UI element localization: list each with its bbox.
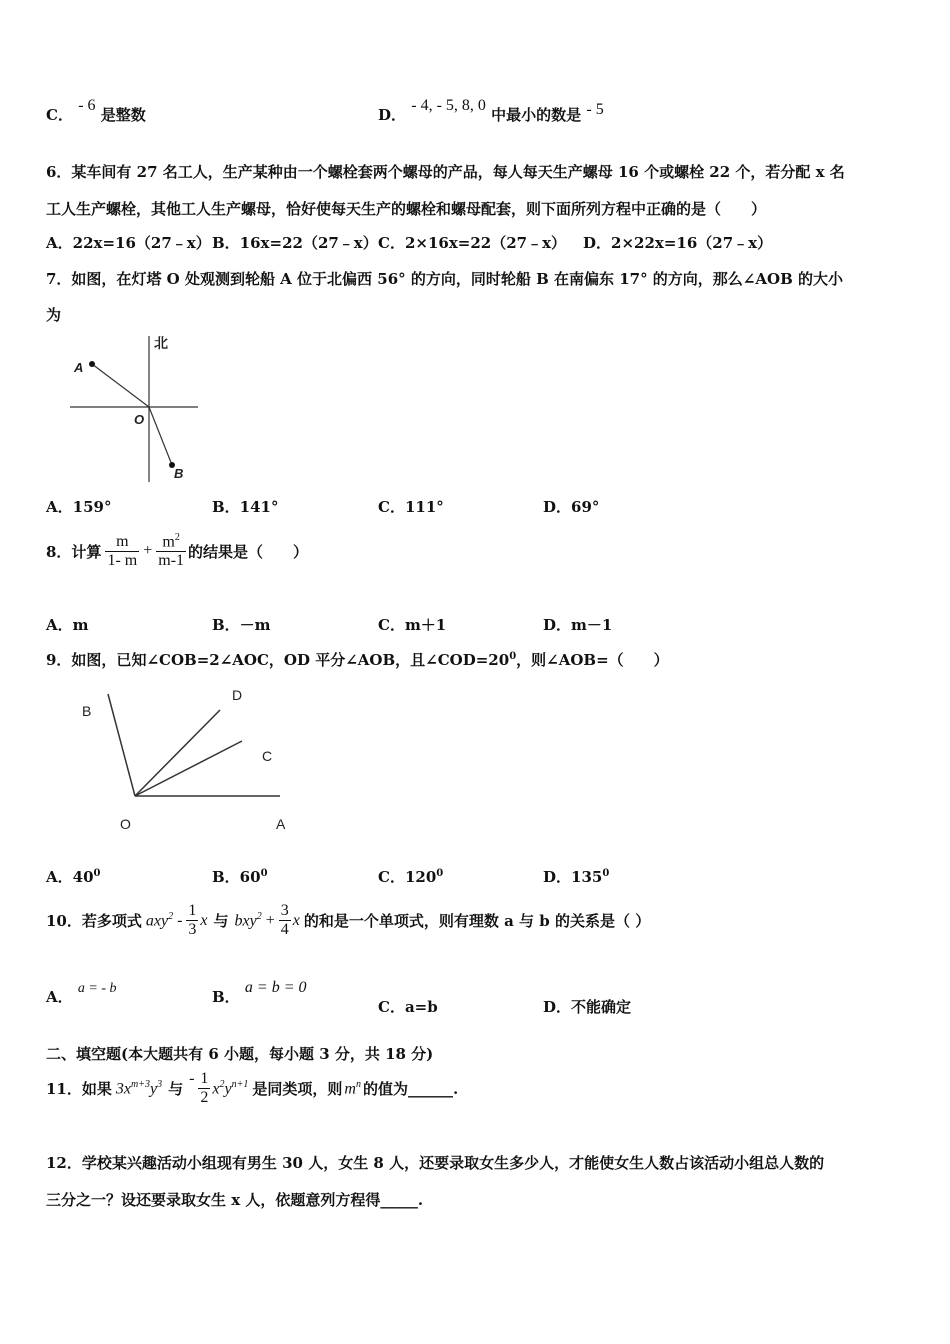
- q11-prefix: 11．如果: [46, 1080, 112, 1098]
- q11-m: m: [344, 1080, 356, 1098]
- q8-option-b: B．－m: [212, 616, 271, 634]
- q10-stem: [46, 902, 650, 939]
- q10-p2-den: 4: [280, 921, 289, 938]
- q10-p2-plus: +: [261, 911, 279, 929]
- q12-line2: 三分之一？设还要录取女生 x 人，依题意列方程得_____.: [46, 1191, 424, 1209]
- q5-c-math: - 6: [78, 97, 96, 114]
- q5-option-c: [46, 97, 146, 125]
- q8-option-d: D．m－1: [543, 616, 613, 634]
- section-2-title: 二、填空题(本大题共有 6 小题，每小题 3 分，共 18 分): [46, 1045, 434, 1063]
- q6-line1: 6．某车间有 27 名工人，生产某种由一个螺栓套两个螺母的产品，每人每天生产螺母 16 个或螺栓 22 个，若分配 x 名: [46, 163, 845, 181]
- q10-poly2: [235, 911, 262, 930]
- q9-ray-ob: [108, 694, 135, 796]
- q9-opt-a-deg: 0: [93, 868, 101, 879]
- q11-t2-ysup: n+1: [231, 1078, 249, 1090]
- q5-d-math: - 4, - 5, 8, 0: [411, 97, 486, 114]
- q9-degree-sup: 0: [509, 651, 517, 662]
- q9-label-c: C: [262, 748, 273, 764]
- q10-p1-fraction: [186, 902, 198, 939]
- q5-d-label: D．: [378, 106, 407, 124]
- q9-label-d: D: [232, 687, 243, 703]
- q7-option-c: C．111°: [378, 498, 444, 516]
- q8-f1-denominator: 1- m: [107, 551, 138, 569]
- q10-option-a: [46, 981, 117, 1007]
- q10-p2-x: x: [292, 911, 300, 929]
- q10-p1-num: 1: [188, 902, 197, 919]
- q11-t1-ysup: 3: [157, 1078, 163, 1090]
- q8-f1-numerator: m: [105, 533, 139, 552]
- q8-f2-denominator: m-1: [158, 552, 185, 570]
- q9-ray-od: [135, 710, 220, 796]
- q7-line1: 7．如图，在灯塔 O 处观测到轮船 A 位于北偏西 56° 的方向，同时轮船 B 在南偏东 17° 的方向，那么∠AOB 的大小: [46, 270, 843, 288]
- q11-t1-y: y: [149, 1080, 158, 1098]
- q9-opt-d-deg: 0: [602, 868, 610, 879]
- q8-fraction-1: [105, 533, 139, 570]
- q7-option-a: A．159°: [46, 498, 112, 516]
- q5-c-label: C．: [46, 106, 73, 124]
- q10-p2-sup: 2: [256, 910, 262, 922]
- q11-t2-base: x: [212, 1080, 220, 1098]
- q7-option-d: D．69°: [543, 498, 600, 516]
- q10-option-b: [212, 979, 307, 1007]
- q8-f2-numerator: [156, 532, 186, 552]
- q7-point-a: [89, 361, 95, 367]
- q9-prefix: 9．如图，已知∠COB=2∠AOC，OD 平分∠AOB，且∠COD=20: [46, 651, 510, 669]
- q9-suffix: ，则∠AOB=（ ）: [516, 651, 669, 669]
- q11-term1: [116, 1079, 162, 1098]
- q9-label-a: A: [276, 816, 286, 832]
- q11-m-power: [344, 1079, 361, 1098]
- q11-t1-base: 3x: [115, 1080, 131, 1098]
- q9-option-b: [212, 866, 268, 887]
- q7-option-b: B．141°: [212, 498, 279, 516]
- q10-opt-a-math: a = - b: [77, 981, 117, 996]
- q6-option-b: B．16x=22（27﹣x）: [212, 234, 378, 252]
- q7-label-north: 北: [154, 335, 168, 351]
- q9-opt-d-text: D．135: [543, 868, 603, 886]
- q11-t2-sup: 2: [219, 1078, 225, 1090]
- q10-p2-fraction: [279, 902, 291, 939]
- q9-stem: [46, 649, 669, 670]
- q8-option-c: C．m＋1: [378, 616, 447, 634]
- q7-ray-oa: [92, 364, 149, 407]
- q10-opt-b-math: a = b = 0: [244, 979, 307, 996]
- q8-option-a: A．m: [46, 616, 89, 634]
- q10-p2-term: bxy: [234, 912, 257, 930]
- q11-t2-y: y: [224, 1080, 232, 1098]
- q10-poly1: [146, 911, 173, 930]
- q11-suffix: 的值为______.: [362, 1080, 459, 1098]
- q11-minus: -: [189, 1069, 199, 1087]
- q8-fraction-2: [156, 532, 186, 570]
- q6-option-a: A．22x=16（27﹣x）: [46, 234, 211, 252]
- q5-option-d: [378, 97, 604, 125]
- q9-opt-b-deg: 0: [260, 868, 268, 879]
- q6-line2: 工人生产螺栓，其他工人生产螺母，恰好使每天生产的螺栓和螺母配套，则下面所列方程中正确的是（ ）: [46, 200, 767, 218]
- q5-c-text: 是整数: [100, 106, 146, 124]
- q10-p1-den: 3: [188, 921, 197, 938]
- q11-mid: 是同类项，则: [252, 1080, 343, 1098]
- q9-opt-c-deg: 0: [436, 868, 444, 879]
- q9-label-o: O: [120, 816, 131, 832]
- q6-option-d: D．2×22x=16（27﹣x）: [583, 234, 773, 252]
- q10-option-d: D．不能确定: [543, 998, 632, 1016]
- q10-p1-sup: 2: [168, 910, 174, 922]
- q11-stem: [46, 1070, 458, 1107]
- q10-option-c: C．a=b: [378, 998, 438, 1016]
- q7-label-o: O: [134, 412, 145, 427]
- q9-opt-b-text: B．60: [212, 868, 261, 886]
- q10-p1-minus: -: [173, 911, 187, 929]
- q5-d-text: 中最小的数是: [491, 106, 582, 124]
- q11-num: 1: [200, 1070, 209, 1087]
- q8-suffix: 的结果是（ ）: [188, 542, 309, 561]
- q10-p1-term: axy: [145, 912, 169, 930]
- q10-p2-num: 3: [280, 902, 289, 919]
- q11-den: 2: [200, 1089, 209, 1106]
- q11-and: 与: [168, 1080, 184, 1098]
- q11-fraction: [198, 1070, 210, 1107]
- q10-suffix: 的和是一个单项式，则有理数 a 与 b 的关系是（ ）: [303, 912, 651, 930]
- q10-and: 与: [213, 912, 229, 930]
- q11-t1-sup: m+3: [130, 1078, 150, 1090]
- q9-option-d: [543, 866, 609, 887]
- q7-figure: [60, 328, 210, 488]
- q11-term2: [212, 1079, 248, 1098]
- q9-opt-a-text: A．40: [46, 868, 94, 886]
- q9-option-c: [378, 866, 443, 887]
- q12-line1: 12．学校某兴趣活动小组现有男生 30 人，女生 8 人，还要录取女生多少人，才能使女生人数占该活动小组总人数的: [46, 1154, 825, 1172]
- q8-f2-num-sup: 2: [174, 532, 180, 543]
- q9-label-b: B: [82, 703, 92, 719]
- q10-p1-x: x: [200, 911, 208, 929]
- q8-plus: +: [143, 542, 153, 560]
- q7-label-b: B: [174, 466, 184, 481]
- q11-m-sup: n: [355, 1078, 361, 1090]
- q8-f2-num-base: m: [162, 533, 175, 551]
- q9-opt-c-text: C．120: [378, 868, 437, 886]
- q7-ray-ob: [149, 407, 172, 465]
- q8-stem: [46, 532, 308, 570]
- q9-ray-oc: [135, 741, 242, 796]
- q9-option-a: [46, 866, 100, 887]
- q5-d-math2: - 5: [586, 101, 604, 118]
- q10-opt-a-label: A．: [46, 988, 73, 1006]
- q10-opt-b-label: B．: [212, 988, 240, 1006]
- q7-line2: 为: [46, 306, 62, 324]
- q6-option-c: C．2×16x=22（27﹣x）: [378, 234, 567, 252]
- q8-prefix: 8．计算: [46, 542, 102, 561]
- q9-figure: [70, 680, 310, 840]
- q10-prefix: 10．若多项式: [46, 912, 142, 930]
- q7-label-a: A: [74, 360, 84, 375]
